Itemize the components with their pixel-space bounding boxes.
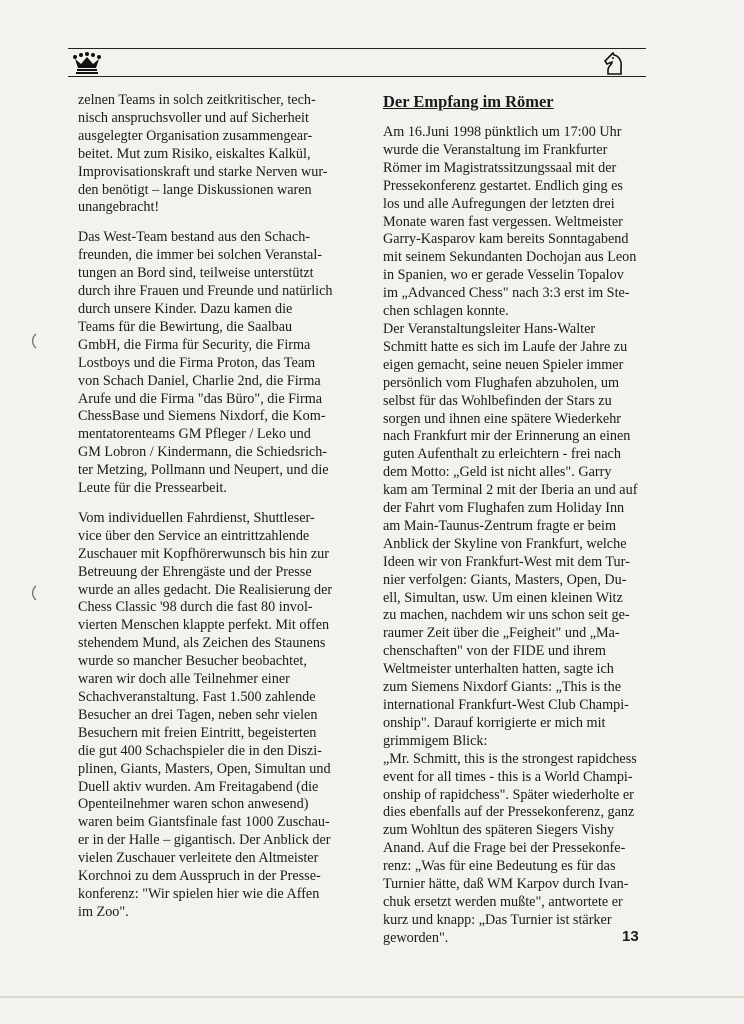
- punch-hole-mark: [20, 330, 42, 352]
- section-title: Der Empfang im Römer: [383, 92, 554, 111]
- left-paragraph-3: Vom individuellen Fahrdienst, Shuttleser- vice über den Service an eintrittzahlende Zuschauer mit Kopfhörerwunsch bis hin zur Betreuung der Ehrengäste und der Presse wurde an alles gedacht. Die Realisierung der Chess Classic '98 durch die fast 80 invol- vierten Menschen klappte perfekt. Mit offen stehendem Mund, als Zeichen des Staunens wurde so mancher Besucher beobachtet, waren wir doch alle Teilnehmer einer Schachveranstaltung. Fast 1.500 zahlende Besucher an drei Tagen, neben sehr vielen Besuchern mit freien Eintritt, begeisterten die gut 400 Schachspieler die in den Diszi- plinen, Giants, Masters, Open, Simultan und Duell aktiv wurden. Am Freitagabend (die Openteilnehmer waren schon anwesend) waren beim Giantsfinale fast 1000 Zuschau- er in der Halle – gigantisch. Der Anblick der vielen Zuschauer verleitete den Altmeister Korchnoi zu dem Ausspruch in der Presse- konferenz: "Wir spielen hier wie die Affen im Zoo".: [78, 509, 333, 920]
- header-rule: [68, 48, 646, 49]
- left-paragraph-2: Das West-Team bestand aus den Schach- freunden, die immer bei solchen Veranstal- tungen an Bord sind, teilweise unterstützt durch ihre Frauen und Freunde und natürlich durch unsere Kinder. Dazu kamen die Teams für die Bewirtung, die Saalbau GmbH, die Firma für Security, die Firma Lostboys und die Firma Proton, das Team von Schach Daniel, Charlie 2nd, die Firma Arufe und die Firma "das Büro", die Firma ChessBase und Siemens Nixdorf, die Kom- mentatorenteams GM Pfleger / Leko und GM Lobron / Kindermann, die Schiedsrich- ter Metzing, Pollmann und Neupert, und die Leute für die Pressearbeit.: [78, 229, 333, 497]
- page-number: 13: [622, 928, 639, 945]
- footer-rule: [0, 996, 744, 998]
- right-paragraph-3: „Mr. Schmitt, this is the strongest rapidchess event for all times - this is a World Champi- onship of rapidchess". Später wiederholte er dies ebenfalls auf der Pressekonferenz, ganz zum Wohltun des späteren Siegers Vishy Anand. Auf die Frage bei der Pressekonfe- renz: „Was für eine Bedeutung es für das Turnier hätte, daß WM Karpov durch Ivan- chuk ersetzt werden mußte", antwortete er kurz und knapp: „Das Turnier ist stärker geworden".: [383, 750, 637, 946]
- punch-hole-mark: [20, 582, 42, 604]
- left-paragraph-1: zelnen Teams in solch zeitkritischer, tech- nisch anspruchsvoller und auf Sicherheit ausgelegter Organisation zusammengear- beitet. Mut zum Risiko, eiskaltes Kalkül, Improvisationskraft und starke Nerven wur- den benötigt – lange Diskussionen waren unangebracht!: [78, 92, 328, 216]
- header-underline: [68, 76, 646, 77]
- left-column: [78, 92, 340, 934]
- right-paragraph-2: Der Veranstaltungsleiter Hans-Walter Schmitt hatte es sich im Laufe der Jahre zu eigen gemacht, seine neuen Spieler immer persönlich vom Flughafen abzuholen, um selbst für das Wohlbefinden der Stars zu sorgen und ihnen eine spätere Wiederkehr nach Frankfurt mir der Erinnerung an einen guten Aufenthalt zu erleichtern - frei nach dem Motto: „Geld ist nicht alles". Garry kam am Terminal 2 mit der Iberia an und auf der Fahrt vom Flughafen zum Holiday Inn am Main-Taunus-Zentrum fragte er beim Anblick der Skyline von Frankfurt, welche Ideen wir von Frankfurt-West mit dem Tur- nier verfolgen: Giants, Masters, Open, Du- ell, Simultan, usw. Um einen kleinen Witz zu machen, nachdem wir uns schon seit ge- raumer Zeit über die „Feigheit" und „Ma- chenschaften" von der FIDE und ihrem Weltmeister unterhalten hatten, sagte ich zum Siemens Nixdorf Giants: „This is the international Frankfurt-West Club Champi- onship". Darauf korrigierte er mich mit grimmigem Blick:: [383, 320, 638, 749]
- queen-icon: [72, 52, 102, 74]
- right-paragraph-1: Am 16.Juni 1998 pünktlich um 17:00 Uhr wurde die Veranstaltung im Frankfurter Römer im Magistratssitzungssaal mit der Pressekonferenz gestartet. Endlich ging es los und alle Aufregungen der letzten drei Monate waren fast vergessen. Weltmeister Garry-Kasparov kam bereits Sonntagabend mit seinem Sekundanten Dochojan aus Leon in Spanien, wo er gerade Vesselin Topalov im „Advanced Chess" nach 3:3 erst im Ste- chen schlagen konnte.: [383, 124, 637, 320]
- knight-icon: [602, 52, 626, 76]
- right-column: [383, 92, 645, 948]
